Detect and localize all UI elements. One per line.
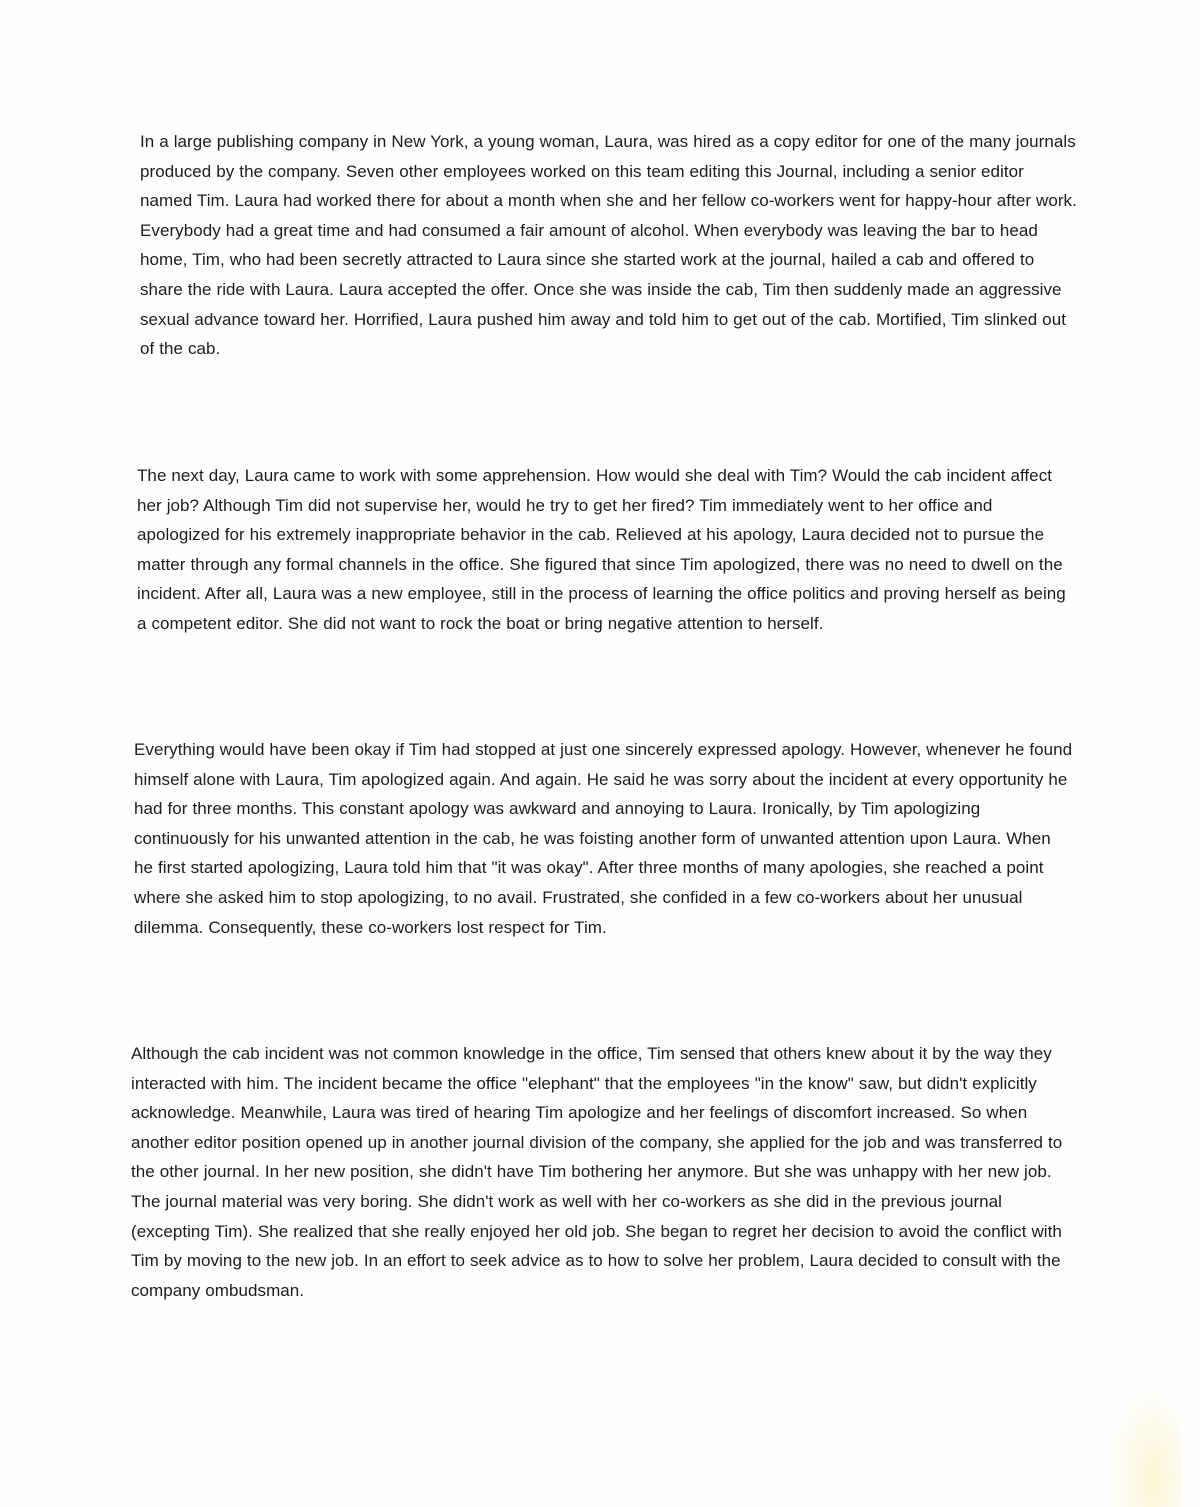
paragraph-3: Everything would have been okay if Tim had stopped at just one sincerely expressed apology. However, whenever he found himself alone with Laura, Tim apologized again. And again. He said he was sorry about the incident at every opportunity he had for three months. This constant apology was awkward and annoying to Laura. Ironically, by Tim apologizing continuously for his unwanted attention in the cab, he was foisting another form of unwanted attention upon Laura. When he first started apologizing, Laura told him that "it was okay". After three months of many apologies, she reached a point where she asked him to stop apologizing, to no avail. Frustrated, she confided in a few co-workers about her unusual dilemma. Consequently, these co-workers lost respect for Tim. — [134, 740, 1073, 937]
paper-stain — [1112, 1392, 1182, 1507]
paragraph-4: Although the cab incident was not common knowledge in the office, Tim sensed that others knew about it by the way they interacted with him. The incident became the office "elephant" that the employees "in the know" saw, but didn't explicitly acknowledge. Meanwhile, Laura was tired of hearing Tim apologize and her feelings of discomfort increased. So when another editor position opened up in another journal division of the company, she applied for the job and was transferred to the other journal. In her new position, she didn't have Tim bothering her anymore. But she was unhappy with her new job. The journal material was very boring. She didn't work as well with her co-workers as she did in the previous journal (excepting Tim). She realized that she really enjoyed her old job. She began to regret her decision to avoid the conflict with Tim by moving to the new job. In an effort to seek advice as to how to solve her problem, Laura decided to consult with the company ombudsman. — [131, 1044, 1063, 1300]
paragraph-1: In a large publishing company in New York, a young woman, Laura, was hired as a copy editor for one of the many journals produced by the company. Seven other employees worked on this team editing this Journal, including a senior editor named Tim. Laura had worked there for about a month when she and her fellow co-workers went for happy-hour after work. Everybody had a great time and had consumed a fair amount of alcohol. When everybody was leaving the bar to head home, Tim, who had been secretly attracted to Laura since she started work at the journal, hailed a cab and offered to share the ride with Laura. Laura accepted the offer. Once she was inside the cab, Tim then suddenly made an aggressive sexual advance toward her. Horrified, Laura pushed him away and told him to get out of the cab. Mortified, Tim slinked out of the cab. — [140, 132, 1077, 359]
paragraph-2: The next day, Laura came to work with some apprehension. How would she deal with Tim? Would the cab incident affect her job? Although Tim did not supervise her, would he try to get her fired? Tim immediately went to her office and apologized for his extremely inappropriate behavior in the cab. Relieved at his apology, Laura decided not to pursue the matter through any formal channels in the office. She figured that since Tim apologized, there was no need to dwell on the incident. After all, Laura was a new employee, still in the process of learning the office politics and proving herself as being a competent editor. She did not want to rock the boat or bring negative attention to herself. — [137, 466, 1066, 633]
